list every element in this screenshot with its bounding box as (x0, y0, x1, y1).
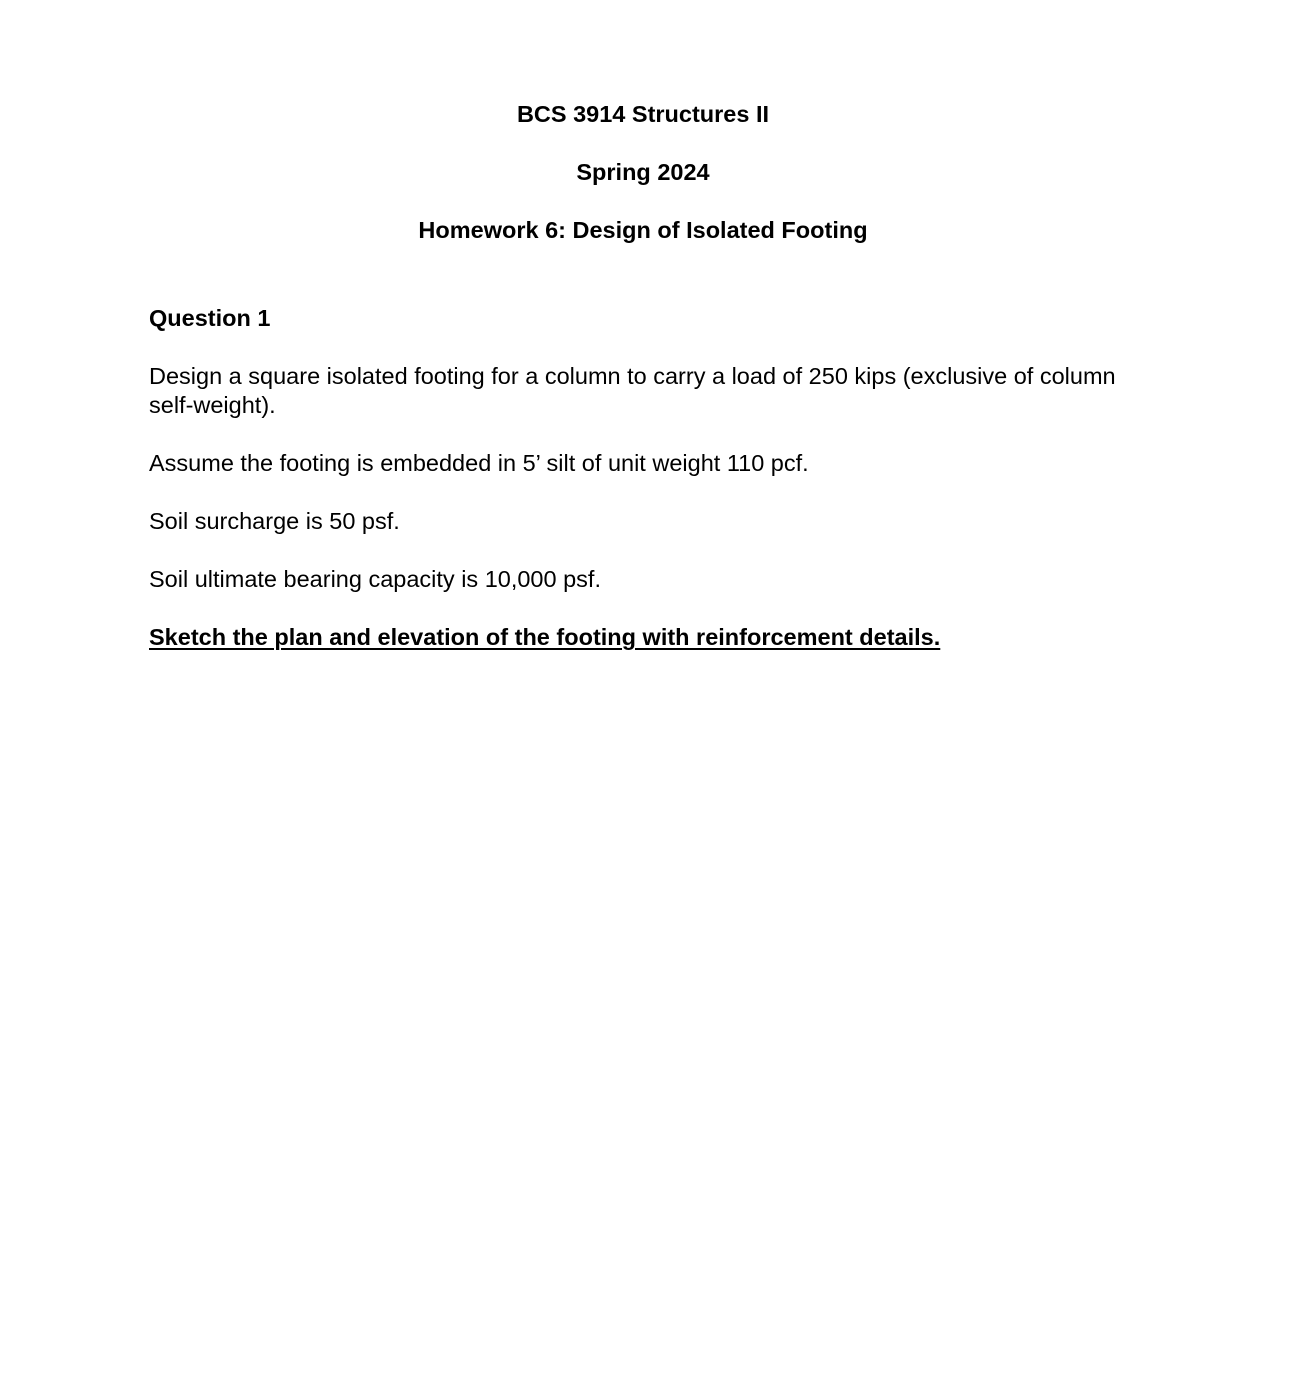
term-label: Spring 2024 (576, 159, 710, 185)
question-paragraph-embedment: Assume the footing is embedded in 5’ silt of unit weight 110 pcf. (149, 450, 809, 476)
course-title: BCS 3914 Structures II (516, 101, 770, 127)
question-paragraph-surcharge: Soil surcharge is 50 psf. (149, 508, 400, 534)
question-heading: Question 1 (149, 305, 271, 331)
question-instruction-sketch: Sketch the plan and elevation of the footing with reinforcement details. (149, 624, 941, 650)
question-paragraph-bearing-capacity: Soil ultimate bearing capacity is 10,000 psf. (149, 566, 601, 592)
question-paragraph-load: Design a square isolated footing for a column to carry a load of 250 kips (exclusive of column self-weight). (149, 363, 1116, 418)
assignment-title: Homework 6: Design of Isolated Footing (418, 217, 868, 243)
